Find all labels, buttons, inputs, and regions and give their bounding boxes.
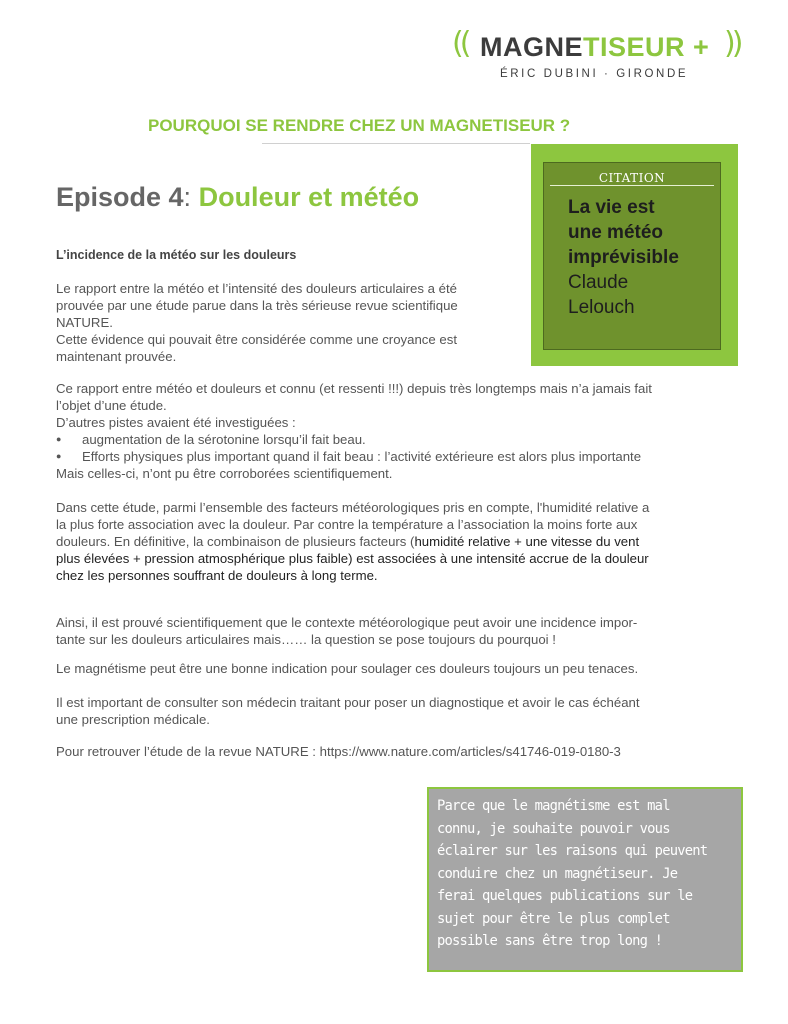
- paragraph-line: plus élevées + pression atmosphérique plus faible) est associées à une intensité accrue de la douleur: [56, 551, 649, 566]
- magnetiseur-logo: [452, 28, 752, 88]
- note-line: connu, je souhaite pouvoir vous: [437, 820, 670, 837]
- logo-name-accent: TISEUR: [583, 32, 686, 62]
- note-line: sujet pour être le plus complet: [437, 910, 670, 927]
- quote-label: CITATION: [598, 171, 666, 185]
- paragraph-4: [56, 614, 637, 648]
- paragraph-2-end: Mais celles-ci, n’ont pu être corroborées scientifiquement.: [56, 466, 393, 481]
- episode-name: Douleur et météo: [198, 182, 420, 212]
- paragraph-1: [56, 280, 516, 365]
- note-line: ferai quelques publications sur le: [437, 888, 693, 904]
- note-text: [437, 795, 727, 953]
- paragraph-line-part: douleurs. En définitive, la combinaison de plusieurs facteurs (: [56, 534, 415, 549]
- page-heading: POURQUOI SE RENDRE CHEZ UN MAGNETISEUR ?: [148, 116, 571, 135]
- logo-name-main: MAGNE: [480, 32, 583, 62]
- quote-author-2: Lelouch: [568, 297, 635, 318]
- section-subtitle: L’incidence de la météo sur les douleurs: [56, 248, 297, 262]
- paragraph-line: une prescription médicale.: [56, 712, 210, 727]
- note-line: Parce que le magnétisme est mal: [437, 798, 670, 814]
- paragraph-line: Dans cette étude, parmi l’ensemble des facteurs météorologiques pris en compte, l'humidité relative a: [56, 500, 650, 515]
- bullet-text: augmentation de la sérotonine lorsqu’il fait beau.: [82, 432, 366, 447]
- paragraph-line: Il est important de consulter son médecin traitant pour poser un diagnostique et avoir le cas échéant: [56, 695, 640, 710]
- paragraph-line: prouvée par une étude parue dans la très sérieuse revue scientifique: [56, 298, 458, 313]
- quote-box: [543, 162, 721, 350]
- note-line: conduire chez un magnétiseur. Je: [437, 865, 678, 882]
- list-item: [56, 431, 366, 448]
- paragraph-line: Ce rapport entre météo et douleurs et connu (et ressenti !!!) depuis très longtemps mais n’a jamais fait: [56, 381, 652, 396]
- quote-text: [568, 195, 718, 320]
- logo-plus: +: [693, 32, 710, 62]
- paragraph-line: l’objet d’une étude.: [56, 398, 167, 413]
- paragraph-line: Ainsi, il est prouvé scientifiquement que le contexte météorologique peut avoir une incidence impor-: [56, 615, 638, 630]
- paragraph-line: [56, 533, 649, 550]
- paragraph-line: Le rapport entre la météo et l’intensité des douleurs articulaires a été: [56, 281, 457, 296]
- paragraph-line: la plus forte association avec la douleur. Par contre la température a l’association la moins forte aux: [56, 517, 638, 532]
- paragraph-line: Cette évidence qui pouvait être considérée comme une croyance est: [56, 332, 457, 347]
- logo-wordmark: [480, 32, 709, 63]
- quote-line-3: imprévisible: [568, 247, 679, 268]
- bullet-text: Efforts physiques plus important quand il fait beau : l’activité extérieure est alors plus importante: [82, 449, 642, 464]
- quote-line-1: La vie est: [568, 197, 655, 218]
- paragraph-line: NATURE.: [56, 315, 113, 330]
- paragraph-line-part-dark: humidité relative + une vitesse du vent: [414, 534, 640, 549]
- paragraph-line: maintenant prouvée.: [56, 349, 177, 364]
- list-item: [56, 448, 641, 465]
- bullet-dot: ●: [56, 434, 62, 444]
- note-line: possible sans être trop long !: [437, 933, 663, 949]
- episode-colon: :: [183, 182, 192, 212]
- logo-paren-right: )): [724, 26, 740, 61]
- logo-paren-left: ((: [452, 26, 468, 61]
- paragraph-2: [56, 380, 652, 431]
- paragraph-5: Le magnétisme peut être une bonne indication pour soulager ces douleurs toujours un peu tenaces.: [56, 661, 639, 676]
- note-box: [427, 787, 743, 972]
- paragraph-line: chez les personnes souffrant de douleurs à long terme.: [56, 568, 378, 583]
- logo-row: [452, 28, 752, 68]
- paragraph-7: Pour retrouver l’étude de la revue NATURE : https://www.nature.com/articles/s41746-019-0180-3: [56, 744, 621, 759]
- note-line: éclairer sur les raisons qui peuvent: [437, 843, 708, 859]
- paragraph-line: tante sur les douleurs articulaires mais…… la question se pose toujours du pourquoi !: [56, 632, 556, 647]
- paragraph-6: [56, 694, 640, 728]
- quote-author-1: Claude: [568, 272, 629, 293]
- bullet-dot: ●: [56, 451, 62, 461]
- paragraph-line: D’autres pistes avaient été investiguées :: [56, 415, 296, 430]
- episode-prefix: Episode 4: [56, 182, 184, 212]
- paragraph-3: [56, 499, 649, 584]
- heading-divider: [262, 143, 530, 144]
- logo-subtitle: ÉRIC DUBINI · GIRONDE: [500, 68, 689, 80]
- quote-line-2: une météo: [568, 222, 664, 243]
- episode-title: [56, 182, 419, 213]
- quote-divider: [550, 185, 714, 186]
